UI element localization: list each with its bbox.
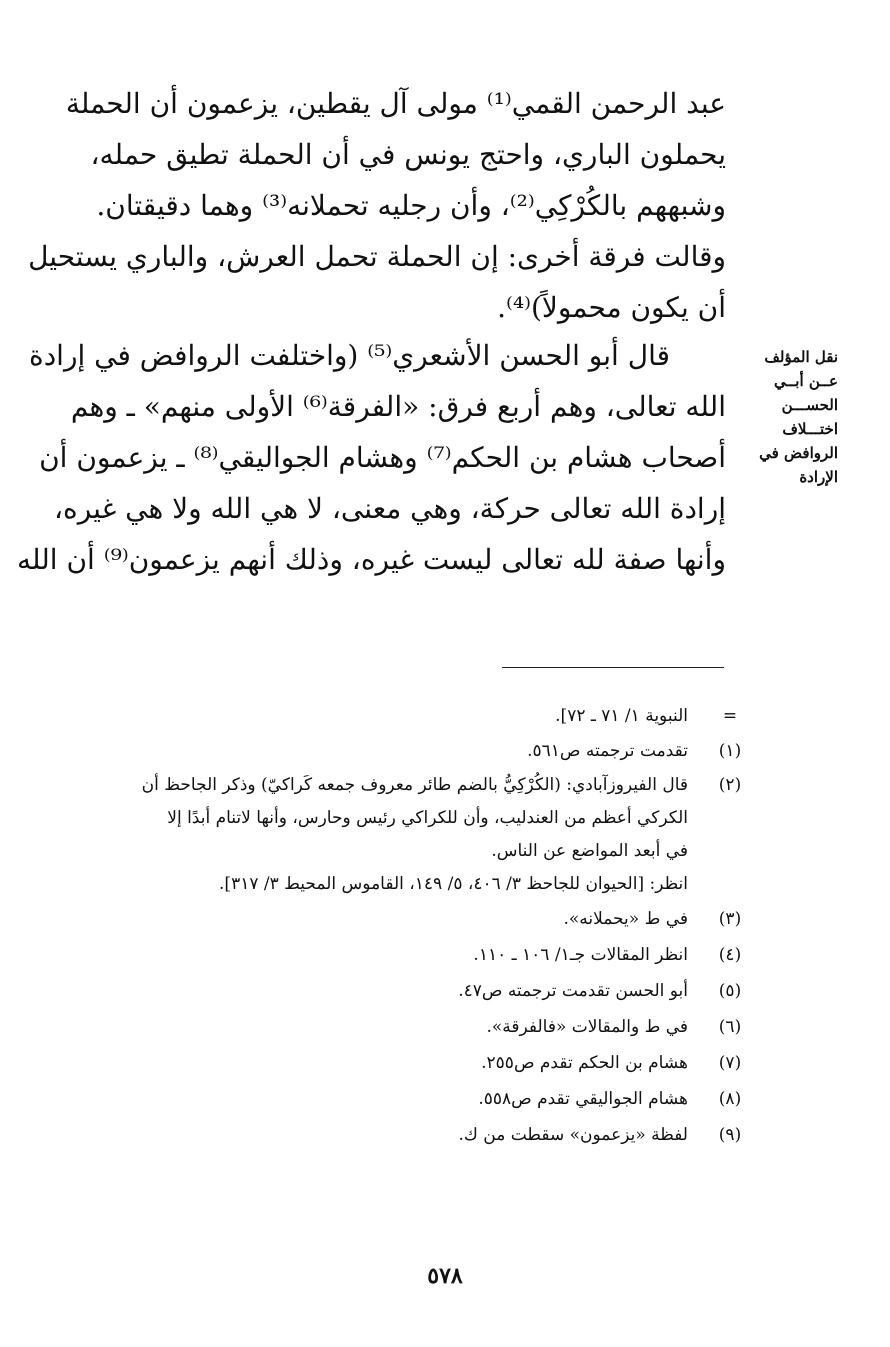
footnote-text: في أبعد المواضع عن الناس.: [491, 841, 688, 861]
paragraph-2-line: قال أبو الحسن الأشعري⁽⁵⁾ (واختلفت الروافض في إرادة: [29, 339, 670, 372]
footnote-text: الكركي أعظم من العندليب، وأن للكراكي رئيس وحارس، وأنها لاتنام أبدًا إلا: [167, 808, 688, 828]
margin-note-line: الإرادة: [799, 468, 838, 486]
margin-note: [746, 345, 838, 489]
footnote-number: (٥): [718, 981, 742, 1001]
paragraph-1-line: عبد الرحمن القمي⁽¹⁾ مولى آل يقطين، يزعمون أن الحملة: [65, 87, 726, 120]
footnote: [60, 1045, 750, 1081]
paragraph-2-line: وأنها صفة لله تعالى ليست غيره، وذلك أنهم يزعمون⁽⁹⁾ أن الله: [16, 543, 726, 576]
paragraph-2-line: أصحاب هشام بن الحكم⁽⁷⁾ وهشام الجواليقي⁽⁸⁾ ـ يزعمون أن: [39, 441, 726, 474]
footnote-number: (٧): [718, 1053, 742, 1073]
paragraph-1-line: أن يكون محمولاً)⁽⁴⁾.: [497, 291, 726, 324]
footnote-number: (٣): [718, 909, 742, 929]
paragraph-1-line: يحملون الباري، واحتج يونس في أن الحملة تطيق حمله،: [90, 138, 726, 171]
footnote-number: (٢): [718, 775, 742, 795]
margin-note-line: الحســـن: [781, 396, 838, 414]
margin-note-line: نقل المؤلف: [764, 348, 838, 366]
paragraph-1-line: وشبههم بالكُرْكِي⁽²⁾، وأن رجليه تحملانه⁽³⁾ وهما دقيقتان.: [96, 189, 726, 222]
page-number: ٥٧٨: [427, 1263, 463, 1289]
footnote: [60, 700, 750, 733]
footnote-text: لفظة «يزعمون» سقطت من ك.: [458, 1125, 688, 1145]
margin-note-line: عــن أبــي: [773, 372, 838, 390]
footnote: [60, 973, 750, 1009]
footnote-text: أبو الحسن تقدمت ترجمته ص٤٧.: [458, 981, 688, 1001]
paragraph-1-line: وقالت فرقة أخرى: إن الحملة تحمل العرش، والباري يستحيل: [28, 240, 726, 273]
footnote-number: =: [722, 706, 738, 726]
footnote-text: النبوية ١/ ٧١ ـ ٧٢].: [555, 706, 688, 726]
footnote-text: انظر المقالات جـ١/ ١٠٦ ـ ١١٠.: [473, 945, 688, 965]
footnote-text: هشام بن الحكم تقدم ص٢٥٥.: [481, 1053, 688, 1073]
footnote-text: تقدمت ترجمته ص٥٦١.: [527, 741, 688, 761]
footnote: [60, 733, 750, 769]
footnote-separator: [502, 667, 724, 668]
footnotes: [60, 700, 750, 1153]
footnote-number: (٩): [718, 1125, 742, 1145]
paragraph-1: [28, 78, 726, 333]
footnote: [60, 1081, 750, 1117]
margin-note-line: اختـــلاف: [782, 420, 838, 438]
paragraph-2: [16, 330, 726, 585]
footnote-text: قال الفيروزآبادي: (الكُرْكِيُّ بالضم طائر معروف جمعه كَراكيّ) وذكر الجاحظ أن: [141, 775, 688, 795]
footnote-text: هشام الجواليقي تقدم ص٥٥٨.: [478, 1089, 688, 1109]
footnote-number: (٨): [718, 1089, 742, 1109]
footnote: [60, 769, 750, 901]
footnote-number: (٦): [718, 1017, 742, 1037]
footnote: [60, 901, 750, 937]
footnote-text: انظر: [الحيوان للجاحظ ٣/ ٤٠٦، ٥/ ١٤٩، القاموس المحيط ٣/ ٣١٧].: [219, 874, 688, 894]
footnote-text: في ط «يحملانه».: [563, 909, 688, 929]
footnote-text: في ط والمقالات «فالفرقة».: [486, 1017, 688, 1037]
footnote: [60, 1117, 750, 1153]
footnote: [60, 1009, 750, 1045]
footnote-number: (٤): [718, 945, 742, 965]
footnote-number: (١): [718, 741, 742, 761]
paragraph-2-line: إرادة الله تعالى حركة، وهي معنى، لا هي الله ولا هي غيره،: [53, 492, 726, 525]
footnote: [60, 937, 750, 973]
margin-note-line: الروافض في: [759, 444, 838, 462]
paragraph-2-line: الله تعالى، وهم أربع فرق: «الفرقة⁽⁶⁾ الأولى منهم» ـ وهم: [70, 390, 726, 423]
